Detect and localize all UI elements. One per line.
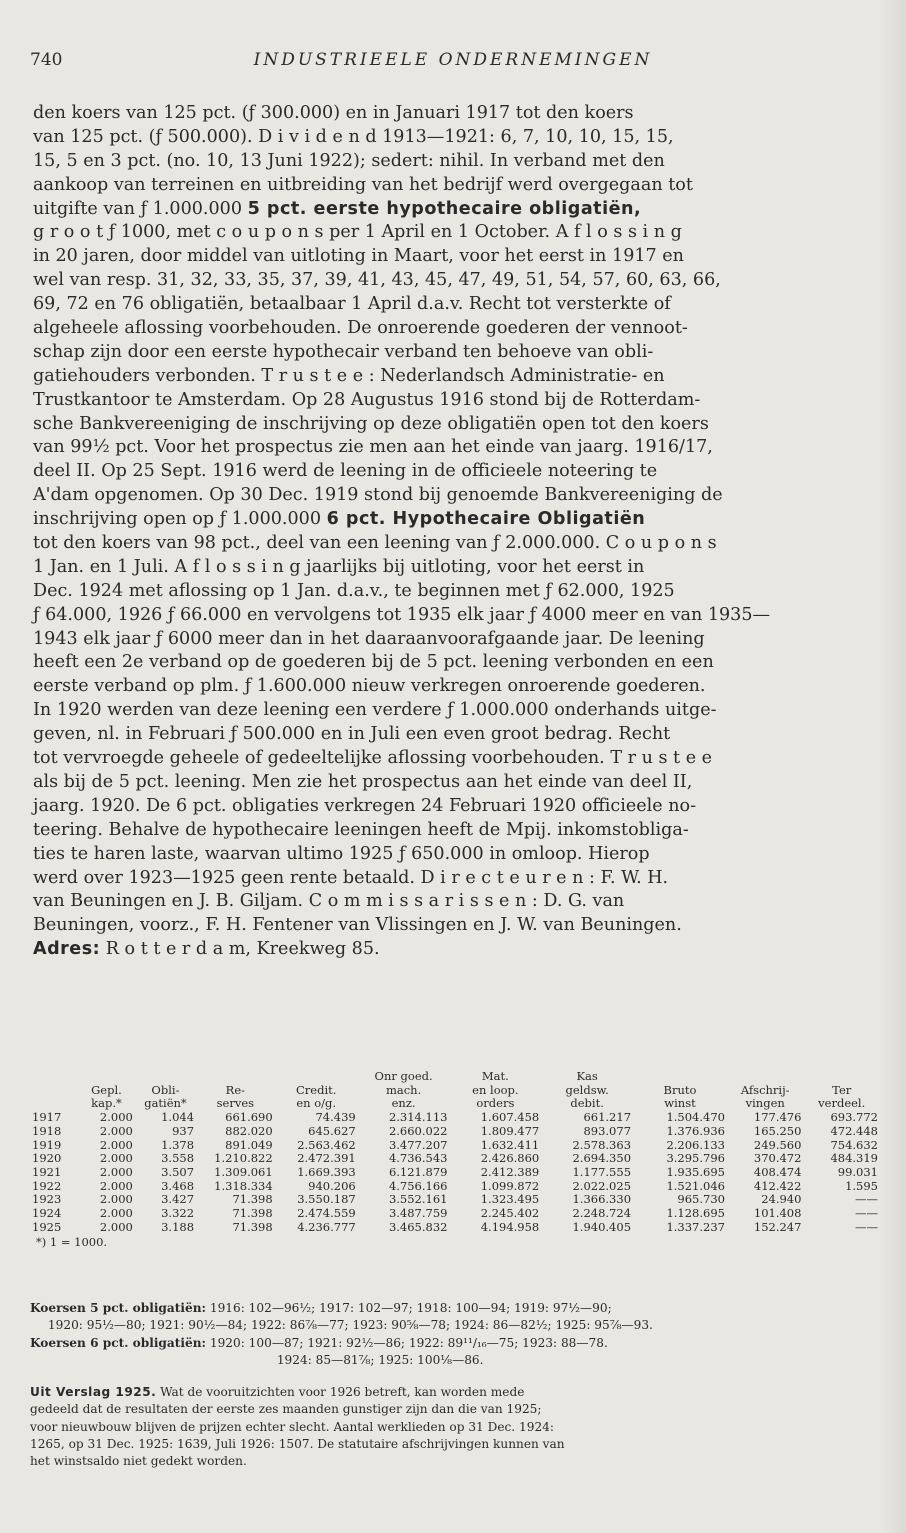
body-line: geven, nl. in Februari ƒ 500.000 en in Juli een even groot bedrag. Recht [33,724,671,745]
table-cell: 754.632 [830,1137,878,1152]
table-header-cell [30,1084,78,1098]
financial-table-wrap [30,1070,880,1249]
table-cell: 891.049 [225,1137,273,1152]
body-line: Dec. 1924 met aflossing op 1 Jan. d.a.v., te beginnen met ƒ 62.000, 1925 [33,580,675,601]
table-cell: 3.550.187 [297,1192,356,1207]
body-line: ties te haren laste, waarvan ultimo 1925 ƒ 650.000 in omloop. Hierop [33,843,650,864]
annual-report-excerpt [30,1384,880,1470]
table-cell: 165.250 [753,1123,802,1138]
table-header-cell: verdeel. [818,1096,866,1111]
body-line: deel II. Op 25 Sept. 1916 werd de leening in de officieele noteering te [33,461,658,482]
table-header-cell: gatiën* [144,1096,187,1111]
table-cell: 1.376.936 [666,1123,725,1138]
report-line: 1265, op 31 Dec. 1925: 1639, Juli 1926: 1507. De statutaire afschrijvingen kunnen van [30,1436,565,1451]
table-cell: 882.020 [225,1123,273,1138]
table-header-cell: kap.* [91,1096,122,1111]
table-row [30,1221,880,1235]
table-cell: 1917 [32,1110,62,1125]
table-cell: 2.000 [99,1110,133,1125]
table-cell: 1.595 [845,1178,878,1193]
page-fold-shadow [880,0,906,1533]
table-cell: 71.398 [232,1192,273,1207]
table-row [30,1166,880,1180]
table-cell: 1920 [32,1151,62,1166]
table-header-cell: mach. [385,1082,422,1097]
price-line: Koersen 6 pct. obligatiën: 1920: 100—87; 1921: 92½—86; 1922: 89¹¹/₁₆—75; 1923: 88—78. [30,1335,608,1350]
table-cell: 4.236.777 [297,1219,356,1234]
table-cell: 1.323.495 [480,1192,540,1207]
report-line: voor nieuwbouw blijven de prijzen echter slecht. Aantal werklieden op 31 Dec. 1924: [30,1419,554,1434]
table-header-cell: Re- [225,1082,246,1097]
table-cell: 408.474 [753,1164,802,1179]
table-cell: 693.772 [830,1110,878,1125]
table-header-cell: Onr goed. [374,1069,433,1083]
table-cell: 6.121.879 [388,1164,448,1179]
table-cell: 893.077 [583,1123,632,1138]
report-line: Uit Verslag 1925. Wat de vooruitzichten voor 1926 betreft, kan worden mede [30,1385,525,1399]
report-line: gedeeld dat de resultaten der eerste zes maanden gunstiger zijn dan die van 1925; [30,1402,542,1417]
table-row [30,1180,880,1194]
table-header-cell: Credit. [295,1082,337,1097]
table-cell: 24.940 [761,1192,802,1207]
price-line: Koersen 5 pct. obligatiën: 1916: 102—96½; 1917: 102—97; 1918: 100—94; 1919: 97½—90; [30,1301,612,1315]
table-cell: 412.422 [753,1178,802,1193]
table-header-cell [30,1097,78,1111]
body-line: 1943 elk jaar ƒ 6000 meer dan in het daaraanvoorafgaande jaar. De leening [33,628,705,649]
table-cell: 2.000 [99,1219,133,1234]
table-cell: 101.408 [753,1206,802,1221]
table-cell: 4.194.958 [480,1219,540,1234]
body-line: g r o o t ƒ 1000, met c o u p o n s per 1 April en 1 October. A f l o s s i n g [33,222,682,243]
body-line: 1 Jan. en 1 Juli. A f l o s s i n g jaarlijks bij uitloting, voor het eerst in [33,556,645,577]
body-line: Trustkantoor te Amsterdam. Op 28 Augustus 1916 stond bij de Rotterdam- [33,389,701,410]
table-cell: 1.044 [161,1110,195,1125]
body-line: in 20 jaren, door middel van uitloting in Maart, voor het eerst in 1917 en [33,246,684,267]
table-cell: —— [855,1192,878,1207]
table-header-cell: Mat. [481,1069,509,1083]
table-header-cell: debit. [570,1096,604,1111]
table-cell: 2.412.389 [480,1164,540,1179]
table-row [30,1152,880,1166]
body-line: werd over 1923—1925 geen rente betaald. D i r e c t e u r e n : F. W. H. [33,867,669,888]
body-line: 15, 5 en 3 pct. (no. 10, 13 Juni 1922); sedert: nihil. In verband met den [33,150,665,171]
table-cell: 1.309.061 [214,1164,273,1179]
table-cell: 1.935.695 [666,1164,725,1179]
table-cell: 99.031 [837,1164,878,1179]
table-cell: 661.690 [225,1110,273,1125]
table-cell: 1.809.477 [480,1123,540,1138]
table-cell: 370.472 [753,1151,802,1166]
body-line: eerste verband op plm. ƒ 1.600.000 nieuw verkregen onroerende goederen. [33,676,706,697]
body-line: In 1920 werden van deze leening een verdere ƒ 1.000.000 onderhands uitge- [33,700,717,721]
table-cell: 1.099.872 [480,1178,540,1193]
table-cell: 2.248.724 [572,1206,632,1221]
body-line: 69, 72 en 76 obligatiën, betaalbaar 1 April d.a.v. Recht tot versterkte of [33,294,671,315]
body-line: inschrijving open op ƒ 1.000.000 6 pct. Hypothecaire Obligatiën [33,509,646,530]
table-cell: 2.022.025 [572,1178,632,1193]
table-cell: 2.245.402 [480,1206,540,1221]
body-line: A'dam opgenomen. Op 30 Dec. 1919 stond bij genoemde Bankvereeniging de [33,485,723,506]
table-header-cell: Afschrij- [740,1082,790,1097]
running-title: INDUSTRIEELE ONDERNEMINGEN [253,50,653,70]
table-cell: 661.217 [583,1110,632,1125]
table-footnote: *) 1 = 1000. [36,1235,108,1250]
table-header-cell: orders [476,1096,515,1111]
table-cell: 1.366.330 [572,1192,632,1207]
body-line: wel van resp. 31, 32, 33, 35, 37, 39, 41, 43, 45, 47, 49, 51, 54, 57, 60, 63, 66, [33,270,721,291]
table-cell: —— [855,1206,878,1221]
table-header-cell: Kas [576,1069,598,1083]
body-line: tot vervroegde geheele of gedeeltelijke aflossing voorbehouden. T r u s t e e [33,748,713,769]
table-header-cell: Ter [832,1082,852,1097]
table-cell: 472.448 [830,1123,878,1138]
table-cell: 1.607.458 [480,1110,540,1125]
table-cell: 4.756.166 [388,1178,448,1193]
table-cell: 3.558 [161,1151,195,1166]
table-cell: 2.660.022 [388,1123,448,1138]
body-line: van 99½ pct. Voor het prospectus zie men aan het einde van jaarg. 1916/17, [33,437,713,458]
table-cell: 2.000 [99,1206,133,1221]
body-line: schap zijn door een eerste hypothecair verband ten behoeve van obli- [33,341,654,362]
body-line: teering. Behalve de hypothecaire leeningen heeft de Mpij. inkomstobliga- [33,819,689,840]
table-header-cell [803,1070,880,1084]
table-cell: 1.210.822 [214,1151,273,1166]
table-header-cell [275,1070,358,1084]
table-cell: 1.337.237 [666,1219,725,1234]
table-cell: 1924 [32,1206,62,1221]
table-header-cell: enz. [391,1096,416,1111]
table-cell: 3.427 [161,1192,195,1207]
body-line: den koers van 125 pct. (ƒ 300.000) en in Januari 1917 tot den koers [33,103,634,123]
report-line: het winstsaldo niet gedekt worden. [30,1454,247,1469]
body-line: heeft een 2e verband op de goederen bij de 5 pct. leening verbonden en een [33,652,714,673]
body-line: gatiehouders verbonden. T r u s t e e : Nederlandsch Administratie- en [33,365,665,386]
table-header-row [30,1084,880,1098]
table-cell: 2.000 [99,1164,133,1179]
table-cell: 1.940.405 [572,1219,632,1234]
table-cell: 2.000 [99,1151,133,1166]
table-cell: 2.426.860 [480,1151,540,1166]
body-line: aankoop van terreinen en uitbreiding van het bedrijf werd overgegaan tot [33,174,693,195]
table-cell: 3.465.832 [388,1219,448,1234]
body-line: ƒ 64.000, 1926 ƒ 66.000 en vervolgens tot 1935 elk jaar ƒ 4000 meer en van 1935— [33,604,771,625]
table-cell: 484.319 [830,1151,878,1166]
table-cell: 1.177.555 [572,1164,632,1179]
table-cell: 249.560 [753,1137,802,1152]
table-cell: 2.694.350 [572,1151,632,1166]
page-header [30,50,876,76]
table-cell: 1923 [32,1192,62,1207]
table-cell: 2.472.391 [297,1151,356,1166]
table-cell: 3.322 [161,1206,195,1221]
table-cell: 1.521.046 [666,1178,725,1193]
table-cell: 965.730 [677,1192,725,1207]
table-cell: 1.669.393 [297,1164,356,1179]
table-header-cell: en o/g. [296,1096,337,1111]
table-cell: 3.507 [161,1164,195,1179]
table-cell: 2.314.113 [388,1110,448,1125]
table-cell: 4.736.543 [388,1151,448,1166]
body-line: uitgifte van ƒ 1.000.000 5 pct. eerste hypothecaire obligatiën, [33,198,642,219]
table-cell: 3.295.796 [666,1151,725,1166]
body-line: algeheele aflossing voorbehouden. De onroerende goederen der vennoot- [33,318,688,339]
table-header-cell [196,1070,275,1084]
table-cell: 177.476 [753,1110,802,1125]
table-header-cell: vingen [745,1096,785,1111]
table-cell: 2.563.462 [297,1137,356,1152]
table-cell: 3.188 [161,1219,195,1234]
table-header-cell [78,1070,135,1084]
table-header-cell [727,1070,803,1084]
table-cell: 1921 [32,1164,62,1179]
table-cell: 2.000 [99,1192,133,1207]
table-header-cell: Bruto [663,1082,697,1097]
table-row [30,1193,880,1207]
table-cell: 3.477.207 [388,1137,448,1152]
financial-table [30,1070,880,1234]
table-cell: 1.318.334 [214,1178,273,1193]
table-cell: 2.474.559 [297,1206,356,1221]
page-number: 740 [30,50,63,70]
table-cell: 1922 [32,1178,62,1193]
table-header-cell: geldsw. [565,1082,609,1097]
body-text [33,102,873,962]
table-row [30,1111,880,1125]
table-cell: 645.627 [308,1123,356,1138]
table-cell: 1.504.470 [666,1110,725,1125]
table-cell: 2.206.133 [666,1137,725,1152]
body-line: van Beuningen en J. B. Giljam. C o m m i s s a r i s s e n : D. G. van [33,891,625,912]
price-line: 1924: 85—81⅞; 1925: 100⅛—86. [276,1352,484,1367]
table-header-cell: winst [664,1096,696,1111]
table-header-cell [30,1070,78,1084]
table-cell: 3.487.759 [388,1206,448,1221]
table-cell: 3.552.161 [388,1192,448,1207]
body-line: Beuningen, voorz., F. H. Fentener van Vlissingen en J. W. van Beuningen. [33,915,682,936]
table-cell: 1.378 [161,1137,195,1152]
price-line: 1920: 95½—80; 1921: 90½—84; 1922: 86⅞—77; 1923: 90⅝—78; 1924: 86—82½; 1925: 95⅞—93. [47,1318,653,1333]
table-header-cell: Obli- [151,1082,180,1097]
table-row [30,1207,880,1221]
table-header-row [30,1070,880,1084]
table-cell: 71.398 [232,1219,273,1234]
table-cell: 937 [172,1123,195,1138]
table-row [30,1125,880,1139]
table-cell: 2.000 [99,1137,133,1152]
table-cell: 1925 [32,1219,62,1234]
table-cell: 2.000 [99,1123,133,1138]
bond-prices [30,1300,880,1369]
body-line: tot den koers van 98 pct., deel van een leening van ƒ 2.000.000. C o u p o n s [33,533,717,554]
body-line: jaarg. 1920. De 6 pct. obligaties verkregen 24 Februari 1920 officieele no- [33,795,697,816]
table-cell: 71.398 [232,1206,273,1221]
table-cell: 2.000 [99,1178,133,1193]
table-row [30,1139,880,1153]
table-cell: 152.247 [753,1219,802,1234]
table-header-cell: Gepl. [91,1082,122,1097]
table-header-cell: en loop. [472,1082,519,1097]
table-cell: 1.128.695 [666,1206,725,1221]
table-cell: 1918 [32,1123,62,1138]
table-cell: 1919 [32,1137,62,1152]
table-header-cell [135,1070,196,1084]
body-line: als bij de 5 pct. leening. Men zie het prospectus aan het einde van deel II, [33,771,693,792]
table-cell: —— [855,1219,878,1234]
table-header-row [30,1097,880,1111]
table-cell: 74.439 [315,1110,356,1125]
table-cell: 3.468 [161,1178,195,1193]
body-line: van 125 pct. (ƒ 500.000). D i v i d e n d 1913—1921: 6, 7, 10, 10, 15, 15, [33,126,674,147]
table-header-cell [633,1070,727,1084]
table-cell: 2.578.363 [572,1137,632,1152]
table-cell: 1.632.411 [480,1137,540,1152]
table-cell: 940.206 [308,1178,356,1193]
body-line: sche Bankvereeniging de inschrijving op deze obligatiën open tot den koers [33,413,709,434]
body-line: Adres: R o t t e r d a m, Kreekweg 85. [33,939,380,960]
table-header-cell: serves [216,1096,255,1111]
